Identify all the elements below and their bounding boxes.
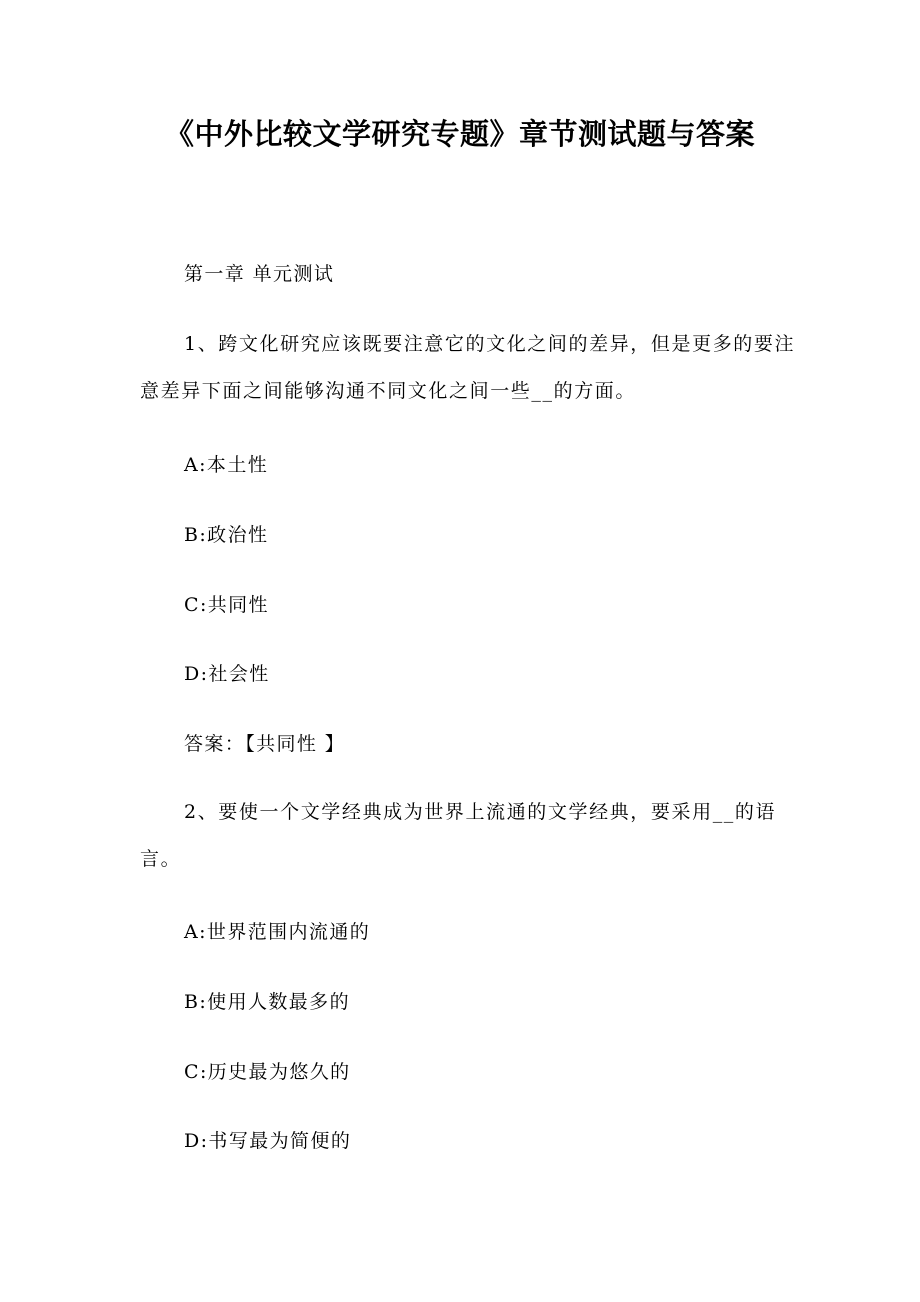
question-1-option-b: B:政治性	[184, 524, 269, 546]
question-2-text: 2、要使一个文学经典成为世界上流通的文学经典，要采用__的语言。	[140, 801, 777, 870]
question-1-answer: 答案：【共同性 】	[184, 733, 346, 755]
question-1-option-a: A:本土性	[184, 454, 269, 476]
question-2-option-a: A:世界范围内流通的	[184, 921, 371, 943]
question-1-option-d: D:社会性	[184, 663, 270, 685]
question-2-option-d: D:书写最为简便的	[184, 1130, 352, 1152]
document-title: 《中外比较文学研究专题》章节测试题与答案	[164, 117, 755, 151]
question-2-option-c: C:历史最为悠久的	[184, 1061, 351, 1083]
chapter-heading: 第一章 单元测试	[184, 263, 335, 285]
question-1-option-c: C:共同性	[184, 594, 269, 616]
question-1-text: 1、跨文化研究应该既要注意它的文化之间的差异，但是更多的要注意差异下面之间能够沟通不同文化之间一些__的方面。	[140, 333, 796, 402]
question-2-option-b: B:使用人数最多的	[184, 991, 350, 1013]
